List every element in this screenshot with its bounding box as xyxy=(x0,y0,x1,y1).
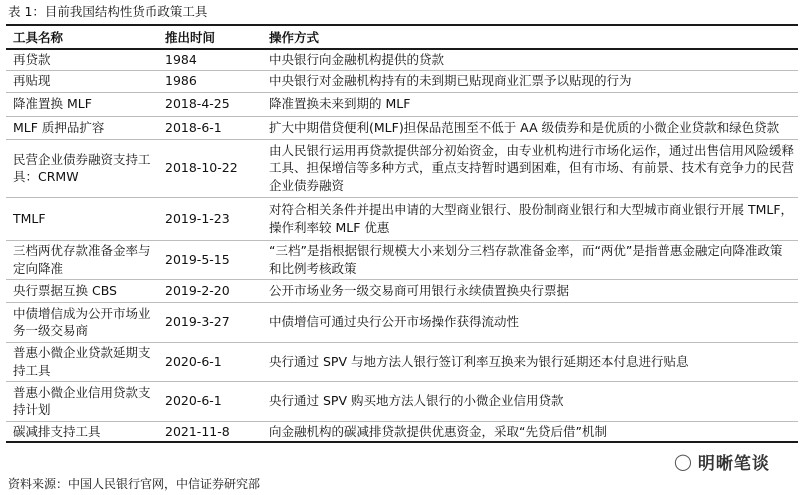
table-row xyxy=(6,116,798,139)
table-row xyxy=(6,197,798,240)
launch-date-cell: 2018-10-22 xyxy=(158,139,262,197)
watermark xyxy=(674,450,770,472)
launch-date-cell: 2018-6-1 xyxy=(158,116,262,139)
operation-method-cell: 公开市场业务一级交易商可用银行永续债置换央行票据 xyxy=(262,279,798,302)
tool-name-cell: 中债增信成为公开市场业务一级交易商 xyxy=(6,302,158,342)
launch-date-cell: 1984 xyxy=(158,49,262,70)
source-note: 资料来源：中国人民银行官网，中信证券研究部 xyxy=(8,477,261,491)
tool-name-cell: 再贴现 xyxy=(6,70,158,92)
operation-method-cell: 中央银行对金融机构持有的未到期已贴现商业汇票予以贴现的行为 xyxy=(262,70,798,92)
tool-name-cell: 民营企业债券融资支持工具：CRMW xyxy=(6,139,158,197)
launch-date-cell: 2021-11-8 xyxy=(158,421,262,442)
operation-method-cell: “三档”是指根据银行规模大小来划分三档存款准备金率，而“两优”是指普惠金融定向降准政策和比例考核政策 xyxy=(262,240,798,279)
operation-method-cell: 由人民银行运用再贷款提供部分初始资金，由专业机构进行市场化运作，通过出售信用风险缓释工具、担保增信等多种方式，重点支持暂时遇到困难，但有市场、有前景、技术有竞争力的民营企业债券融资 xyxy=(262,139,798,197)
tool-name-cell: TMLF xyxy=(6,197,158,240)
table-row xyxy=(6,92,798,116)
table-row xyxy=(6,279,798,302)
operation-method-cell: 降准置换未来到期的 MLF xyxy=(262,92,798,116)
launch-date-cell: 2018-4-25 xyxy=(158,92,262,116)
operation-method-cell: 向金融机构的碳减排贷款提供优惠资金，采取“先贷后借”机制 xyxy=(262,421,798,442)
tool-name-cell: 央行票据互换 CBS xyxy=(6,279,158,302)
launch-date-cell: 2019-2-20 xyxy=(158,279,262,302)
header-tool-name: 工具名称 xyxy=(6,25,158,49)
table-row xyxy=(6,302,798,342)
tool-name-cell: 再贷款 xyxy=(6,49,158,70)
tool-name-cell: 碳减排支持工具 xyxy=(6,421,158,442)
operation-method-cell: 中央银行向金融机构提供的贷款 xyxy=(262,49,798,70)
table-row xyxy=(6,342,798,381)
tool-name-cell: 三档两优存款准备金率与定向降准 xyxy=(6,240,158,279)
table-row xyxy=(6,240,798,279)
header-launch-date: 推出时间 xyxy=(158,25,262,49)
tool-name-cell: 普惠小微企业信用贷款支持计划 xyxy=(6,381,158,421)
launch-date-cell: 2019-1-23 xyxy=(158,197,262,240)
table-row xyxy=(6,421,798,442)
tool-name-cell: 降准置换 MLF xyxy=(6,92,158,116)
operation-method-cell: 央行通过 SPV 与地方法人银行签订利率互换来为银行延期还本付息进行贴息 xyxy=(262,342,798,381)
launch-date-cell: 2020-6-1 xyxy=(158,342,262,381)
launch-date-cell: 1986 xyxy=(158,70,262,92)
table-caption: 表 1：目前我国结构性货币政策工具 xyxy=(8,4,208,19)
table-header-row xyxy=(6,25,798,49)
wechat-logo-icon: ◯ xyxy=(674,451,692,471)
table-row xyxy=(6,49,798,70)
launch-date-cell: 2019-5-15 xyxy=(158,240,262,279)
table-row xyxy=(6,70,798,92)
launch-date-cell: 2019-3-27 xyxy=(158,302,262,342)
launch-date-cell: 2020-6-1 xyxy=(158,381,262,421)
table-row xyxy=(6,381,798,421)
watermark-text: 明晰笔谈 xyxy=(697,453,770,474)
tool-name-cell: 普惠小微企业贷款延期支持工具 xyxy=(6,342,158,381)
operation-method-cell: 中债增信可通过央行公开市场操作获得流动性 xyxy=(262,302,798,342)
operation-method-cell: 央行通过 SPV 购买地方法人银行的小微企业信用贷款 xyxy=(262,381,798,421)
operation-method-cell: 扩大中期借贷便利(MLF)担保品范围至不低于 AA 级债券和是优质的小微企业贷款和绿色贷款 xyxy=(262,116,798,139)
table-row xyxy=(6,139,798,197)
tool-name-cell: MLF 质押品扩容 xyxy=(6,116,158,139)
header-operation-method: 操作方式 xyxy=(262,25,798,49)
policy-tools-table xyxy=(6,24,798,443)
operation-method-cell: 对符合相关条件并提出申请的大型商业银行、股份制商业银行和大型城市商业银行开展 TMLF，操作利率较 MLF 优惠 xyxy=(262,197,798,240)
